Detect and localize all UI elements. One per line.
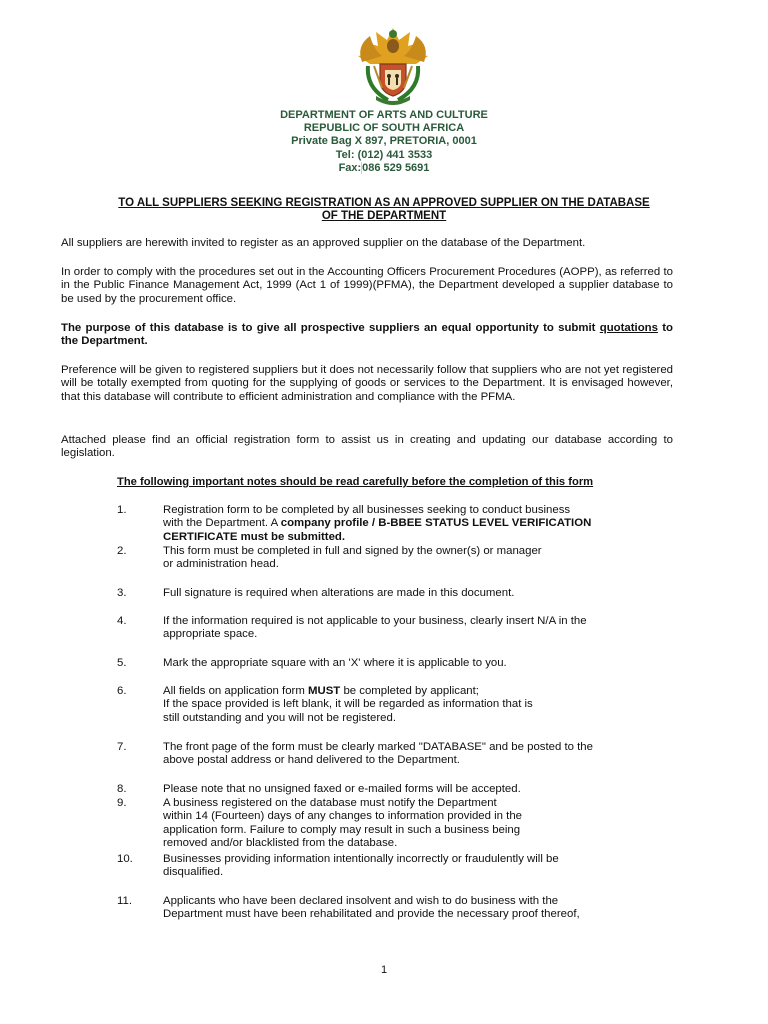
title-line-2: OF THE DEPARTMENT — [321, 210, 447, 222]
page-number: 1 — [380, 964, 388, 976]
item-line: above postal address or hand delivered to the Department. — [163, 754, 460, 767]
header-line-republic: REPUBLIC OF SOUTH AFRICA — [303, 122, 465, 135]
header-line-department: DEPARTMENT OF ARTS AND CULTURE — [280, 109, 488, 121]
item-line: A business registered on the database must notify the Department — [163, 797, 497, 809]
paragraph-preference: Preference will be given to registered suppliers but it does not necessarily follow that suppliers who are not yet registered will be totally exempted from quoting for the supplying of goods or services to the Department. It is envisaged however, that this database will contribute to efficient administration and compliance with the PFMA. — [61, 364, 673, 403]
fax-label: Fax: — [338, 161, 362, 174]
purpose-underlined-word: quotations — [599, 322, 658, 334]
item-line — [163, 685, 683, 698]
item-number: 9. — [117, 797, 127, 809]
item-number: 5. — [117, 657, 127, 669]
item-number: 8. — [117, 783, 127, 795]
header-line-fax — [0, 162, 768, 175]
document-title — [62, 197, 706, 223]
paragraph-compliance: In order to comply with the procedures set out in the Accounting Officers Procurement Procedures (AOPP), as referred to in the Public Finance Management Act, 1999 (Act 1 of 1999)(PFMA), the Department developed a supplier database to be used by the procurement office. — [61, 266, 673, 305]
item-number: 3. — [117, 587, 127, 599]
item-line: Department must have been rehabilitated and provide the necessary proof thereof, — [163, 908, 580, 921]
item-line: disqualified. — [163, 866, 224, 879]
item-line-part: with the Department. A — [163, 517, 281, 530]
item-line: If the information required is not applicable to your business, clearly insert N/A in the — [163, 615, 587, 627]
item-line: application form. Failure to comply may result in such a business being — [163, 823, 521, 836]
item-line-part: be completed by applicant; — [340, 685, 479, 697]
item-number: 7. — [117, 741, 127, 753]
item-line: Full signature is required when alterations are made in this document. — [163, 587, 515, 599]
item-line: Applicants who have been declared insolvent and wish to do business with the — [163, 895, 559, 907]
item-line: still outstanding and you will not be registered. — [163, 711, 397, 724]
item-line-bold: company profile / B-BBEE STATUS LEVEL VERIFICATION — [280, 517, 592, 530]
purpose-text: The purpose of this database is to give all prospective suppliers an equal opportunity to submit — [61, 322, 600, 334]
item-line: The front page of the form must be clearly marked "DATABASE" and be posted to the — [163, 741, 593, 753]
item-number: 6. — [117, 685, 127, 697]
item-number: 2. — [117, 545, 127, 557]
paragraph-purpose — [61, 322, 673, 349]
item-line: If the space provided is left blank, it will be regarded as information that is — [163, 698, 533, 711]
item-line: or administration head. — [163, 558, 279, 571]
paragraph-attached: Attached please find an official registration form to assist us in creating and updating our database according to legislation. — [61, 434, 673, 460]
item-line: removed and/or blacklisted from the database. — [163, 837, 398, 850]
title-line-1: TO ALL SUPPLIERS SEEKING REGISTRATION AS AN APPROVED SUPPLIER ON THE DATABASE — [118, 197, 650, 209]
item-line: Mark the appropriate square with an 'X' where it is applicable to you. — [163, 657, 507, 669]
fax-number: 086 529 5691 — [362, 161, 430, 174]
coat-of-arms-emblem — [352, 22, 434, 106]
header-line-address: Private Bag X 897, PRETORIA, 0001 — [291, 135, 477, 148]
header-line-tel: Tel: (012) 441 3533 — [335, 148, 433, 161]
item-number: 4. — [117, 615, 127, 627]
department-header — [0, 109, 768, 175]
item-line-part: All fields on application form — [163, 685, 308, 697]
item-line: Businesses providing information intentionally incorrectly or fraudulently will be — [163, 853, 559, 865]
item-line: within 14 (Fourteen) days of any changes to information provided in the — [163, 810, 523, 823]
item-line-bold: MUST — [308, 685, 341, 697]
item-line — [163, 517, 683, 530]
item-line: appropriate space. — [163, 628, 258, 641]
item-line: This form must be completed in full and signed by the owner(s) or manager — [163, 545, 542, 557]
item-number: 11. — [117, 895, 132, 907]
item-line-bold: CERTIFICATE must be submitted. — [163, 530, 346, 543]
item-number: 1. — [117, 504, 127, 516]
notes-heading: The following important notes should be read carefully before the completion of this form — [117, 476, 594, 488]
item-line: Registration form to be completed by all businesses seeking to conduct business — [163, 504, 571, 516]
item-line: Please note that no unsigned faxed or e-mailed forms will be accepted. — [163, 783, 521, 795]
paragraph-invitation: All suppliers are herewith invited to register as an approved supplier on the database of the Department. — [61, 237, 586, 249]
purpose-text-end: to the Department. — [61, 322, 674, 348]
item-number: 10. — [117, 853, 133, 865]
